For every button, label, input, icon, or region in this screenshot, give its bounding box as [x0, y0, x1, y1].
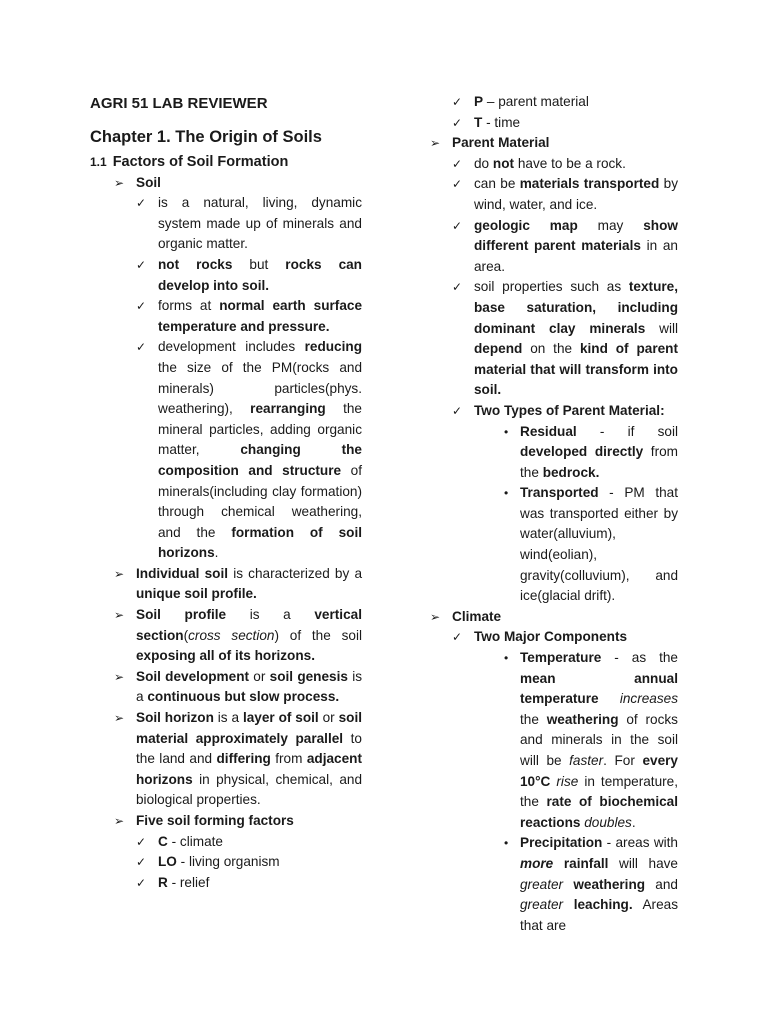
- point-text: [136, 710, 362, 807]
- check-icon: ✓: [136, 834, 147, 849]
- text-run: LO: [158, 854, 177, 870]
- bullet-icon: •: [504, 486, 509, 501]
- text-run: but: [232, 256, 286, 272]
- text-run: forms at: [158, 298, 220, 314]
- soil-fact: [136, 193, 362, 255]
- parent-material-heading: Parent Material: [452, 135, 550, 151]
- chapter-heading: Chapter 1. The Origin of Soils: [90, 127, 322, 146]
- pm-fact: [452, 174, 678, 215]
- left-arrow-list: [114, 173, 362, 894]
- text-run: - PM that was transported either by water(alluvium), wind(eolian), gravity(colluvium), and ice(glacial drift).: [520, 485, 678, 604]
- soil-heading: Soil: [136, 174, 161, 190]
- text-run: development includes: [158, 339, 305, 355]
- pm-type: [498, 422, 678, 484]
- pm-fact: [452, 277, 678, 401]
- check-icon: ✓: [452, 403, 463, 418]
- climate-topic: [430, 607, 678, 937]
- text-run: Precipitation: [520, 835, 603, 851]
- text-run: of minerals(including clay formation) through chemical weathering, and the: [158, 462, 362, 540]
- soil-fact-text: [158, 195, 362, 251]
- text-run: exposing all of its horizons.: [136, 648, 316, 664]
- check-icon: ✓: [452, 95, 463, 109]
- point: [114, 605, 362, 667]
- text-run: [553, 856, 564, 871]
- text-run: show different parent materials: [474, 217, 678, 254]
- check-icon: ✓: [136, 340, 147, 355]
- factor-item-text: [158, 834, 223, 849]
- text-run: normal earth surface temperature and pressure.: [158, 298, 363, 334]
- arrow-bullet-icon: ➢: [114, 669, 125, 684]
- point: [114, 667, 362, 708]
- text-run: - living organism: [176, 854, 280, 870]
- text-run: P: [474, 94, 484, 109]
- text-run: [563, 877, 573, 892]
- climate-components-item: [452, 627, 678, 936]
- text-run: soil genesis: [269, 668, 348, 684]
- text-run: is a: [226, 607, 315, 623]
- left-column: [90, 90, 362, 893]
- arrow-bullet-icon: ➢: [114, 711, 125, 726]
- text-run: can be: [474, 176, 520, 192]
- text-run: (: [183, 627, 189, 643]
- text-run: is characterized by a: [228, 565, 362, 581]
- pm-fact-text: [474, 218, 678, 274]
- factor-item-text: [474, 94, 589, 109]
- arrow-bullet-icon: ➢: [114, 814, 125, 828]
- soil-fact-text: [158, 339, 362, 560]
- text-run: in physical, chemical, and biological properties.: [136, 771, 362, 808]
- point: [114, 564, 362, 605]
- text-run: weathering: [573, 876, 646, 892]
- climate-heading: Climate: [452, 608, 502, 624]
- point-text: [136, 607, 362, 663]
- text-run: depend: [474, 341, 523, 357]
- text-run: rocks can develop into soil.: [158, 256, 362, 293]
- parent-material-topic: [430, 133, 678, 607]
- section-number: 1.1: [90, 154, 107, 169]
- text-run: Soil horizon: [136, 710, 214, 726]
- arrow-bullet-icon: ➢: [430, 609, 441, 624]
- text-run: rearranging: [250, 401, 326, 417]
- pm-types-wrapper: [452, 401, 678, 607]
- right-arrow-list: [430, 133, 678, 936]
- text-run: Soil development: [136, 668, 250, 684]
- factors-heading: Five soil forming factors: [136, 813, 294, 828]
- pm-type-text: [520, 485, 678, 603]
- text-run: faster: [569, 753, 604, 768]
- text-run: Residual: [520, 423, 577, 439]
- text-run: and: [645, 876, 678, 892]
- text-run: Soil profile: [136, 607, 227, 623]
- factor-item: [452, 113, 678, 134]
- text-run: continuous but slow process.: [147, 689, 340, 705]
- arrow-bullet-icon: ➢: [114, 608, 125, 623]
- section-title: Factors of Soil Formation: [112, 153, 289, 170]
- check-icon: ✓: [136, 299, 147, 314]
- text-run: unique soil profile.: [136, 586, 257, 602]
- soil-fact-text: [158, 257, 362, 293]
- text-run: is a: [136, 668, 363, 705]
- pm-types-item: [452, 401, 678, 607]
- text-run: from: [270, 751, 307, 767]
- check-icon: ✓: [452, 156, 463, 171]
- climate-component-text: [520, 650, 678, 830]
- right-column: [430, 92, 678, 936]
- pm-types-list: [498, 422, 678, 607]
- text-run: mean annual temperature: [520, 670, 678, 707]
- text-run: greater: [520, 876, 564, 892]
- pm-fact-text: [474, 279, 678, 397]
- bullet-icon: •: [504, 836, 509, 851]
- text-run: on the: [522, 341, 580, 357]
- text-run: rise: [556, 773, 579, 789]
- text-run: kind of parent material that will transform into soil.: [474, 341, 678, 398]
- climate-component: [498, 833, 678, 936]
- pm-fact: [452, 216, 678, 278]
- point: [114, 708, 362, 811]
- text-run: soil properties such as: [474, 279, 629, 295]
- text-run: weathering: [546, 711, 619, 727]
- text-run: Individual soil: [136, 565, 229, 581]
- text-run: formation of soil horizons: [158, 524, 362, 561]
- text-run: Temperature: [520, 650, 602, 666]
- text-run: [599, 691, 620, 706]
- text-run: Areas that are: [520, 897, 678, 933]
- text-run: every 10°C: [520, 753, 678, 789]
- text-run: changing the composition and structure: [158, 442, 362, 478]
- text-run: to the land and: [136, 730, 362, 767]
- soil-topic: [114, 173, 362, 564]
- text-run: will have: [608, 855, 678, 871]
- text-run: will: [645, 320, 679, 336]
- text-run: rainfall: [563, 855, 609, 871]
- pm-type: [498, 483, 678, 607]
- section-heading: [90, 151, 362, 173]
- text-run: doubles: [584, 814, 632, 830]
- factor-item-text: [158, 875, 209, 890]
- soil-fact: [136, 296, 362, 337]
- factors-topic: [114, 811, 362, 893]
- text-run: . For: [603, 753, 643, 768]
- check-icon: ✓: [136, 196, 147, 211]
- text-run: cross section: [188, 627, 275, 643]
- text-run: - areas with: [602, 835, 678, 851]
- pm-type-text: [520, 424, 678, 480]
- text-run: C: [158, 833, 168, 849]
- check-icon: ✓: [452, 177, 463, 192]
- text-run: may: [577, 217, 644, 233]
- factors-list: [136, 832, 362, 894]
- text-run: - climate: [167, 833, 223, 849]
- climate-sub-list: [452, 627, 678, 936]
- text-run: adjacent horizons: [136, 751, 363, 787]
- text-run: greater: [520, 897, 564, 913]
- text-run: – parent material: [483, 94, 589, 109]
- text-run: is a natural, living, dynamic system made up of minerals and organic matter.: [158, 195, 362, 252]
- pm-fact: [452, 154, 678, 175]
- text-run: R: [158, 874, 168, 890]
- check-icon: ✓: [452, 630, 463, 645]
- soil-fact-text: [158, 298, 362, 334]
- text-run: differing: [216, 751, 271, 767]
- text-run: the mineral particles, adding organic matter,: [158, 401, 362, 458]
- text-run: - as the: [601, 650, 678, 666]
- factor-item-text: [474, 115, 520, 130]
- climate-sub-heading: Two Major Components: [474, 629, 628, 645]
- text-run: not rocks: [158, 256, 233, 272]
- arrow-bullet-icon: ➢: [430, 136, 441, 151]
- factor-item: [136, 832, 362, 853]
- text-run: of rocks and minerals in the soil will be: [520, 711, 678, 768]
- text-run: rate of biochemical reactions: [520, 794, 678, 830]
- text-run: - relief: [167, 874, 210, 890]
- check-icon: ✓: [452, 280, 463, 295]
- text-run: the size of the PM(rocks and minerals) particles(phys. weathering),: [158, 359, 362, 417]
- soil-fact: [136, 337, 362, 564]
- factor-item: [452, 92, 678, 113]
- text-run: in an area.: [474, 238, 678, 274]
- text-run: by wind, water, and ice.: [474, 176, 678, 212]
- text-run: is a: [213, 710, 243, 726]
- parent-material-list: [452, 154, 678, 401]
- bullet-icon: •: [504, 424, 509, 439]
- text-run: bedrock.: [542, 464, 600, 480]
- check-icon: ✓: [452, 218, 463, 233]
- factor-item: [136, 852, 362, 873]
- arrow-bullet-icon: ➢: [114, 566, 125, 581]
- climate-component-text: [520, 835, 678, 932]
- text-run: [563, 897, 574, 912]
- factors-continued-list: [452, 92, 678, 133]
- bullet-icon: •: [504, 651, 509, 666]
- soil-fact: [136, 255, 362, 296]
- text-run: increases: [619, 691, 678, 707]
- text-run: leaching.: [573, 897, 633, 913]
- text-run: - if soil: [576, 423, 678, 439]
- text-run: .: [214, 545, 219, 561]
- text-run: ) of the soil: [274, 627, 362, 643]
- text-run: developed directly: [520, 444, 644, 460]
- climate-components-list: [498, 648, 678, 936]
- check-icon: ✓: [452, 115, 463, 130]
- text-run: T: [474, 114, 483, 130]
- text-run: layer of soil: [242, 710, 319, 726]
- text-run: soil material approximately parallel: [136, 710, 362, 746]
- text-run: geologic map: [474, 217, 578, 233]
- pm-types-heading: Two Types of Parent Material:: [474, 402, 665, 418]
- pm-fact-text: [474, 156, 626, 171]
- document-title: AGRI 51 LAB REVIEWER: [90, 95, 268, 112]
- text-run: reducing: [304, 339, 362, 355]
- climate-component: [498, 648, 678, 833]
- text-run: - time: [482, 114, 521, 130]
- text-run: vertical section: [136, 607, 362, 643]
- text-run: materials transported: [519, 176, 660, 192]
- check-icon: ✓: [136, 875, 147, 890]
- text-run: texture, base saturation, including dominant clay minerals: [474, 279, 678, 336]
- text-run: do: [474, 155, 493, 171]
- text-run: from the: [520, 444, 678, 480]
- check-icon: ✓: [136, 257, 147, 272]
- text-run: in temperature, the: [520, 773, 679, 810]
- text-run: Transported: [520, 485, 599, 501]
- factor-item: [136, 873, 362, 894]
- arrow-bullet-icon: ➢: [114, 175, 125, 190]
- text-run: not: [492, 155, 515, 171]
- text-run: have to be a rock.: [514, 155, 626, 171]
- text-run: the: [520, 711, 547, 727]
- soil-check-list: [136, 193, 362, 564]
- text-run: more: [520, 855, 554, 871]
- pm-fact-text: [474, 176, 678, 212]
- text-run: or: [249, 668, 270, 684]
- point-text: [136, 669, 362, 705]
- factor-item-text: [158, 854, 280, 869]
- text-run: .: [631, 814, 636, 830]
- point-text: [136, 566, 362, 602]
- check-icon: ✓: [136, 855, 147, 870]
- text-run: or: [318, 710, 339, 726]
